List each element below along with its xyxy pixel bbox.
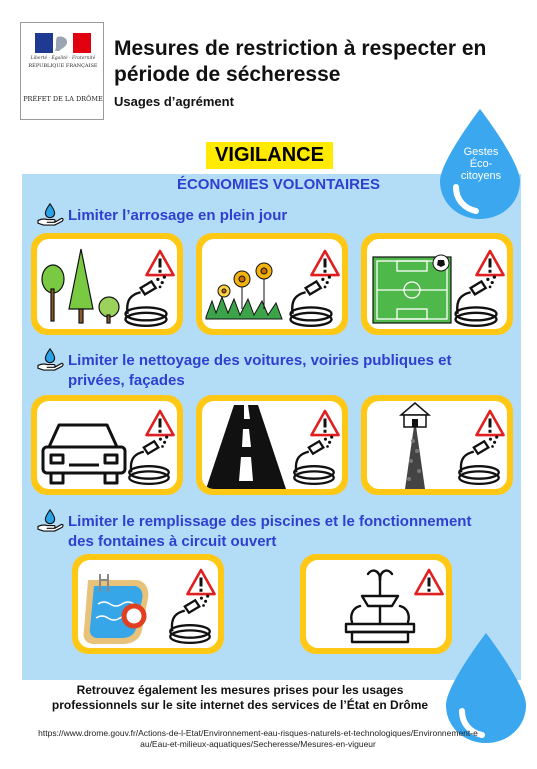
- hose-icon: [453, 435, 505, 487]
- eco-gestures-label: Gestes Éco- citoyens: [460, 146, 502, 182]
- warning-icon: [145, 249, 175, 277]
- hose-icon: [119, 275, 173, 329]
- hose-icon: [449, 275, 503, 329]
- water-hand-icon: [36, 347, 64, 371]
- warning-icon: [310, 409, 340, 437]
- prefecture-logo: [20, 22, 104, 120]
- card-pool-filling: [72, 554, 224, 654]
- card-fountain: [300, 554, 452, 654]
- logo-republic: RÉPUBLIQUE FRANÇAISE: [28, 63, 98, 69]
- panel-title: ÉCONOMIES VOLONTAIRES: [176, 176, 381, 193]
- logo-prefecture: PRÉFET DE LA DRÔME: [23, 95, 103, 103]
- hose-icon: [288, 435, 340, 487]
- footer-note: Retrouvez également les mesures prises pour les usages professionnels sur le site internet des services de l’État en Drôme: [51, 683, 429, 712]
- source-url[interactable]: https://www.drome.gouv.fr/Actions-de-l-Etat/Environnement-eau-risques-naturels-et-technologiques/Environnement-eau/Eau-et-milieux-aquatiques/Secheresse/Mesures-en-vigueur: [38, 728, 478, 749]
- card-road-washing: [196, 395, 348, 495]
- warning-icon: [310, 249, 340, 277]
- card-flowers-watering: [196, 233, 348, 335]
- warning-icon: [414, 568, 444, 596]
- warning-icon: [475, 409, 505, 437]
- water-hand-icon: [36, 202, 64, 226]
- hose-icon: [164, 594, 216, 646]
- card-field-watering: [361, 233, 513, 335]
- section-title-cleaning: Limiter le nettoyage des voitures, voiries publiques et privées, façades: [68, 352, 452, 389]
- section-title-pools: Limiter le remplissage des piscines et le fonctionnement des fontaines à circuit ouvert: [68, 513, 472, 550]
- marianne-flag-icon: [35, 33, 91, 53]
- page-title: Mesures de restriction à respecter en période de sécheresse: [114, 37, 487, 86]
- card-car-washing: [31, 395, 183, 495]
- warning-icon: [475, 249, 505, 277]
- warning-icon: [186, 568, 216, 596]
- logo-motto: Liberté · Égalité · Fraternité: [30, 56, 96, 61]
- card-trees-watering: [31, 233, 183, 335]
- warning-icon: [145, 409, 175, 437]
- section-title-watering: Limiter l’arrosage en plein jour: [68, 207, 288, 224]
- hose-icon: [123, 435, 175, 487]
- page-subtitle: Usages d’agrément: [114, 94, 234, 109]
- water-hand-icon: [36, 508, 64, 532]
- vigilance-level-badge: VIGILANCE: [206, 142, 333, 169]
- card-facade-washing: [361, 395, 513, 495]
- hose-icon: [284, 275, 338, 329]
